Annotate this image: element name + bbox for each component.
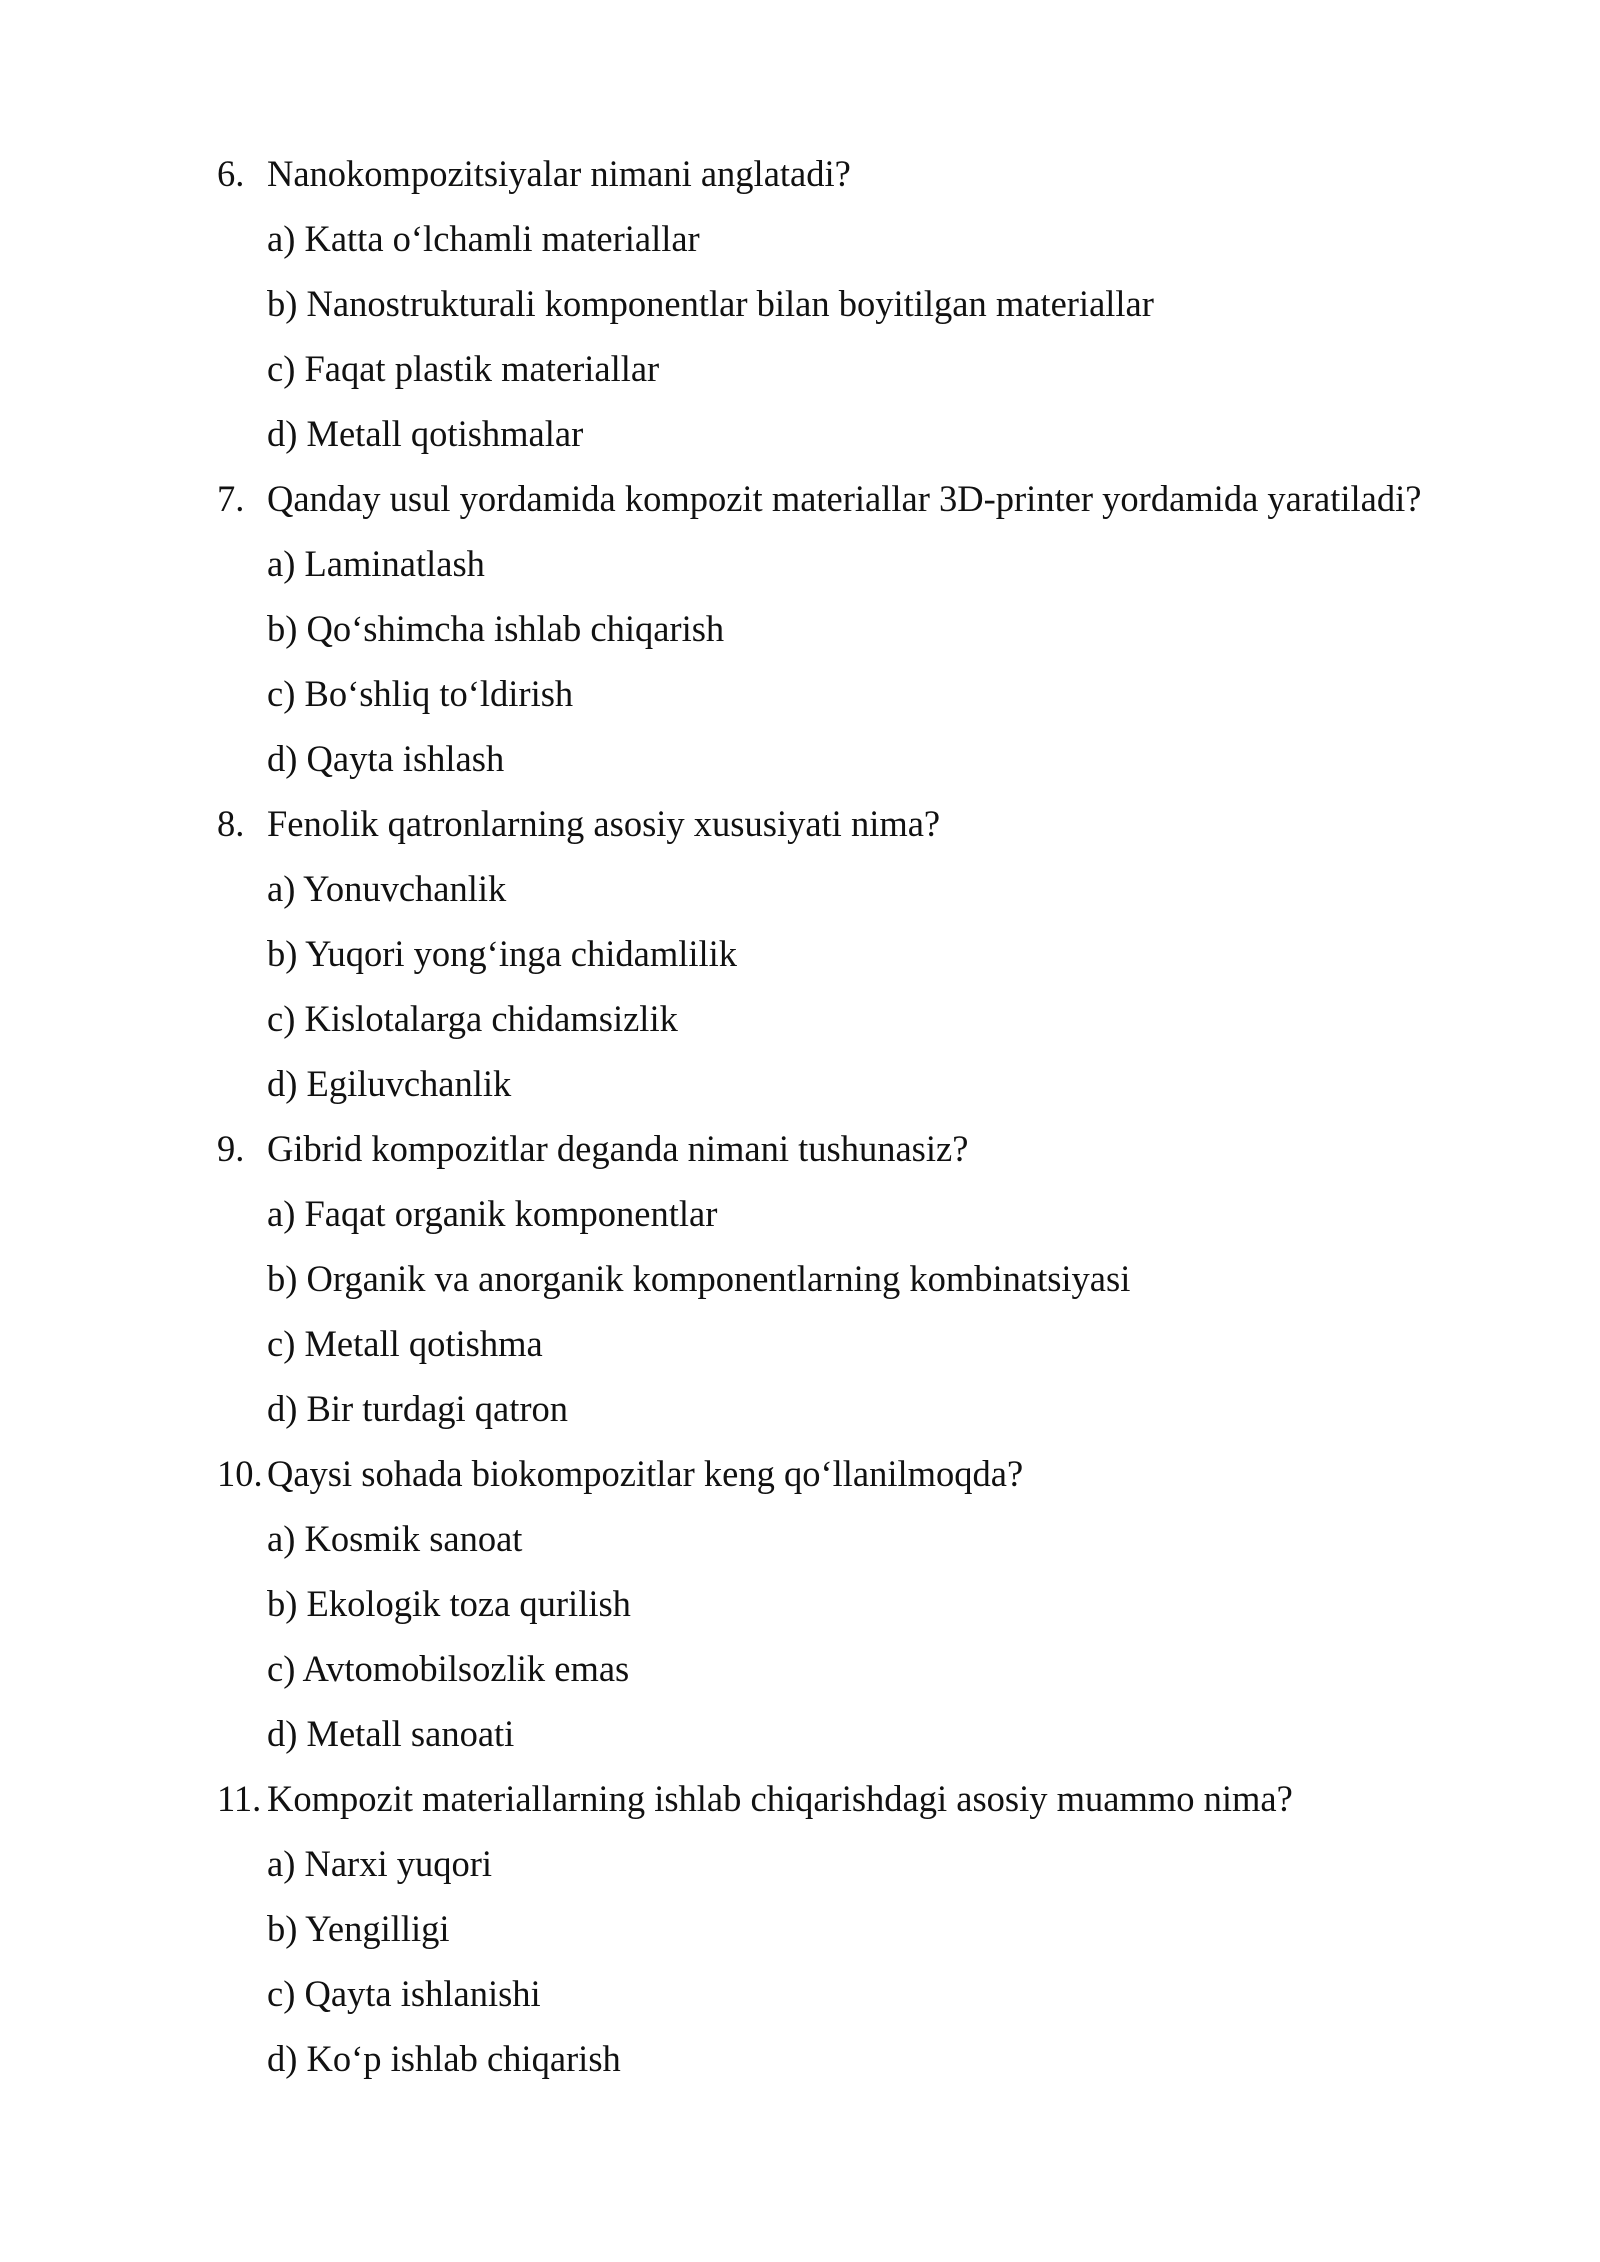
option-text: d) Metall qotishmalar [267,413,584,454]
option-text: a) Kosmik sanoat [267,1518,523,1559]
question-6 [0,151,1600,216]
option-text: b) Ekologik toza qurilish [267,1583,631,1624]
question-11 [0,1776,1600,1841]
option-text: c) Faqat plastik materiallar [267,348,660,389]
answer-option [0,541,1600,606]
option-text: d) Bir turdagi qatron [267,1388,569,1429]
option-text: b) Nanostrukturali komponentlar bilan boyitilgan materiallar [267,283,1154,324]
answer-option [0,346,1600,411]
question-7 [0,476,1600,541]
question-text: Gibrid kompozitlar deganda nimani tushunasiz? [267,1128,969,1169]
question-text: Qanday usul yordamida kompozit materiallar 3D-printer yordamida yaratiladi? [267,478,1422,519]
answer-option [0,1191,1600,1256]
answer-option [0,671,1600,736]
answer-option [0,1711,1600,1776]
option-text: d) Egiluvchanlik [267,1063,512,1104]
answer-option [0,1906,1600,1971]
option-text: b) Organik va anorganik komponentlarning kombinatsiyasi [267,1258,1131,1299]
option-text: a) Laminatlash [267,543,485,584]
answer-option [0,1841,1600,1906]
answer-option [0,411,1600,476]
option-text: a) Katta o‘lchamli materiallar [267,218,700,259]
option-text: c) Avtomobilsozlik emas [267,1648,630,1689]
question-text: Fenolik qatronlarning asosiy xususiyati nima? [267,803,941,844]
question-10 [0,1451,1600,1516]
option-text: a) Yonuvchanlik [267,868,507,909]
question-number: 10. [217,1453,263,1494]
answer-option [0,996,1600,1061]
option-text: c) Qayta ishlanishi [267,1973,541,2014]
option-text: a) Faqat organik komponentlar [267,1193,718,1234]
option-text: b) Qo‘shimcha ishlab chiqarish [267,608,725,649]
question-text: Kompozit materiallarning ishlab chiqarishdagi asosiy muammo nima? [267,1778,1293,1819]
answer-option [0,216,1600,281]
option-text: a) Narxi yuqori [267,1843,493,1884]
option-text: c) Metall qotishma [267,1323,543,1364]
question-text: Nanokompozitsiyalar nimani anglatadi? [267,153,851,194]
answer-option [0,1061,1600,1126]
question-text: Qaysi sohada biokompozitlar keng qo‘llanilmoqda? [267,1453,1024,1494]
question-number: 9. [217,1128,245,1169]
question-list [0,151,1600,2101]
option-text: d) Qayta ishlash [267,738,505,779]
question-number: 7. [217,478,245,519]
question-number: 11. [217,1778,262,1819]
answer-option [0,281,1600,346]
answer-option [0,1256,1600,1321]
question-9 [0,1126,1600,1191]
answer-option [0,736,1600,801]
answer-option [0,1386,1600,1451]
answer-option [0,931,1600,996]
answer-option [0,1646,1600,1711]
option-text: c) Bo‘shliq to‘ldirish [267,673,574,714]
question-8 [0,801,1600,866]
option-text: c) Kislotalarga chidamsizlik [267,998,678,1039]
question-number: 6. [217,153,245,194]
option-text: b) Yuqori yong‘inga chidamlilik [267,933,738,974]
option-text: d) Ko‘p ishlab chiqarish [267,2038,621,2079]
answer-option [0,866,1600,931]
question-number: 8. [217,803,245,844]
option-text: d) Metall sanoati [267,1713,515,1754]
answer-option [0,606,1600,671]
answer-option [0,1581,1600,1646]
answer-option [0,1321,1600,1386]
answer-option [0,2036,1600,2101]
answer-option [0,1516,1600,1581]
option-text: b) Yengilligi [267,1908,450,1949]
answer-option [0,1971,1600,2036]
